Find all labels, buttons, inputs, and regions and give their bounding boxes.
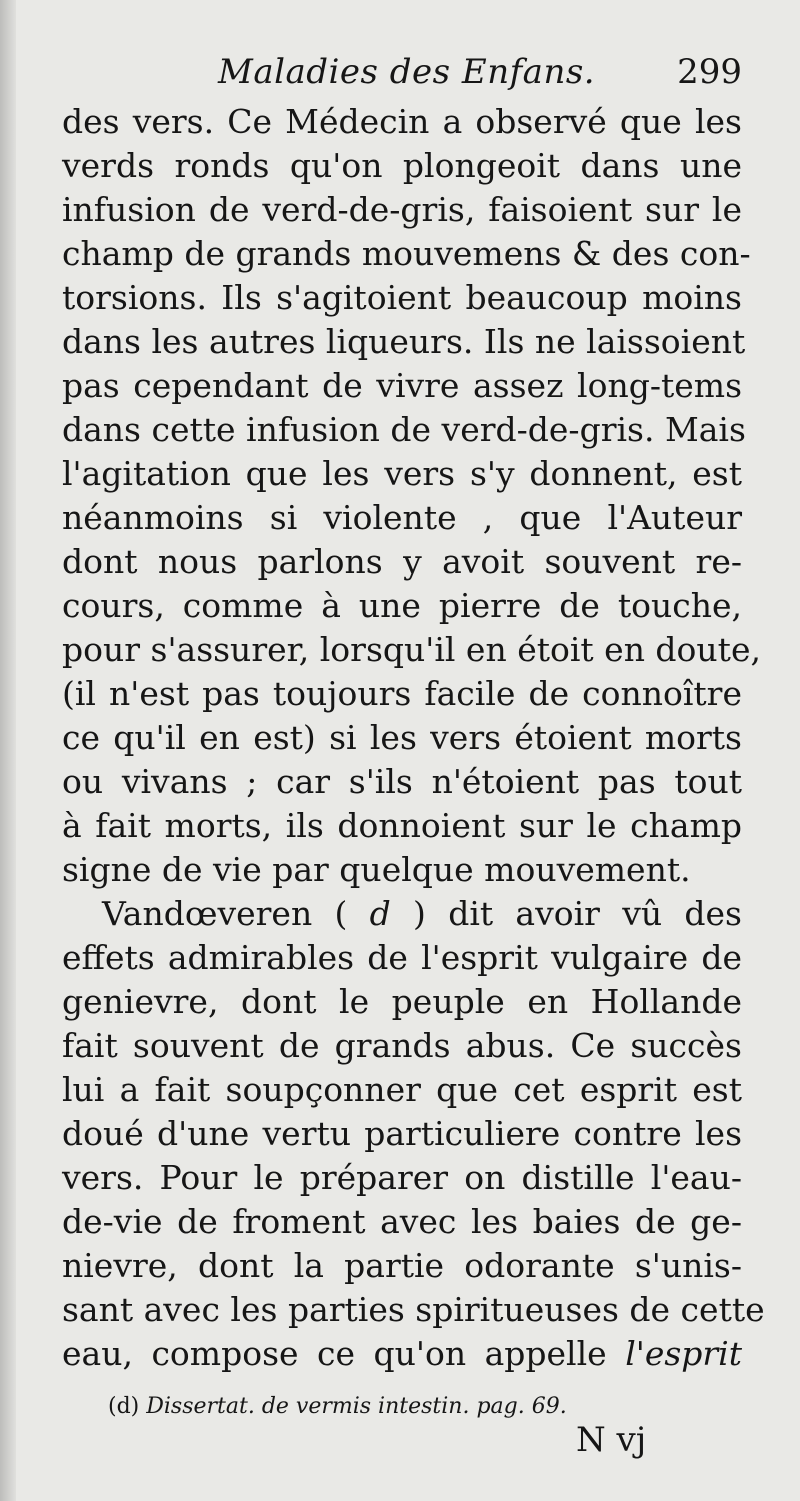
text-line: (il n'est pas toujours facile de connoître (62, 674, 742, 713)
signature-mark: N vj (576, 1420, 647, 1460)
paragraph-start-rest: ) dit avoir vû des (390, 894, 742, 933)
text-line: néanmoins si violente , que l'Auteur (62, 498, 742, 537)
text-line: fait souvent de grands abus. Ce succès (62, 1026, 742, 1065)
page-header (62, 52, 742, 96)
text-line: verds ronds qu'on plongeoit dans une (62, 146, 742, 185)
footnote-marker: (d) (108, 1394, 140, 1419)
text-line: vers. Pour le préparer on distille l'eau- (62, 1158, 742, 1197)
page-number: 299 (677, 52, 742, 92)
footnote-text: Dissertat. de vermis intestin. pag. 69. (139, 1394, 567, 1419)
footnote-reference: d (369, 894, 391, 933)
text-line: genievre, dont le peuple en Hollande (62, 982, 742, 1021)
body-text (62, 100, 765, 1376)
running-head: Maladies des Enfans. (218, 52, 596, 92)
last-line-italic: l'esprit (625, 1334, 742, 1373)
paragraph-start-text: Vandœveren ( (102, 894, 370, 933)
text-line: dans les autres liqueurs. Ils ne laissoient (62, 322, 746, 361)
text-line: champ de grands mouvemens & des con- (62, 234, 751, 273)
page-gutter-shadow (0, 0, 16, 1501)
text-line-last (62, 1332, 742, 1376)
paragraph-end-line: signe de vie par quelque mouvement. (62, 850, 691, 889)
text-line: pour s'assurer, lorsqu'il en étoit en doute, (62, 630, 761, 669)
text-line: ce qu'il en est) si les vers étoient morts (62, 718, 742, 757)
text-line: effets admirables de l'esprit vulgaire de (62, 938, 742, 977)
text-line: lui a fait soupçonner que cet esprit est (62, 1070, 742, 1109)
text-line: sant avec les parties spiritueuses de cette (62, 1290, 765, 1329)
text-line: à fait morts, ils donnoient sur le champ (62, 806, 742, 845)
text-line: cours, comme à une pierre de touche, (62, 586, 742, 625)
text-line: l'agitation que les vers s'y donnent, est (62, 454, 742, 493)
text-line: de-vie de froment avec les baies de ge- (62, 1202, 742, 1241)
text-line: ou vivans ; car s'ils n'étoient pas tout (62, 762, 742, 801)
text-line: doué d'une vertu particuliere contre les (62, 1114, 742, 1153)
paragraph-start-line (62, 892, 742, 936)
text-line: nievre, dont la partie odorante s'unis- (62, 1246, 742, 1285)
text-line: pas cependant de vivre assez long-tems (62, 366, 742, 405)
text-line: dans cette infusion de verd-de-gris. Mais (62, 410, 746, 449)
text-line: infusion de verd-de-gris, faisoient sur le (62, 190, 742, 229)
text-line: torsions. Ils s'agitoient beaucoup moins (62, 278, 742, 317)
text-line: dont nous parlons y avoit souvent re- (62, 542, 742, 581)
last-line-text: eau, compose ce qu'on appelle (62, 1334, 626, 1373)
footnote (108, 1394, 567, 1419)
text-line: des vers. Ce Médecin a observé que les (62, 102, 742, 141)
